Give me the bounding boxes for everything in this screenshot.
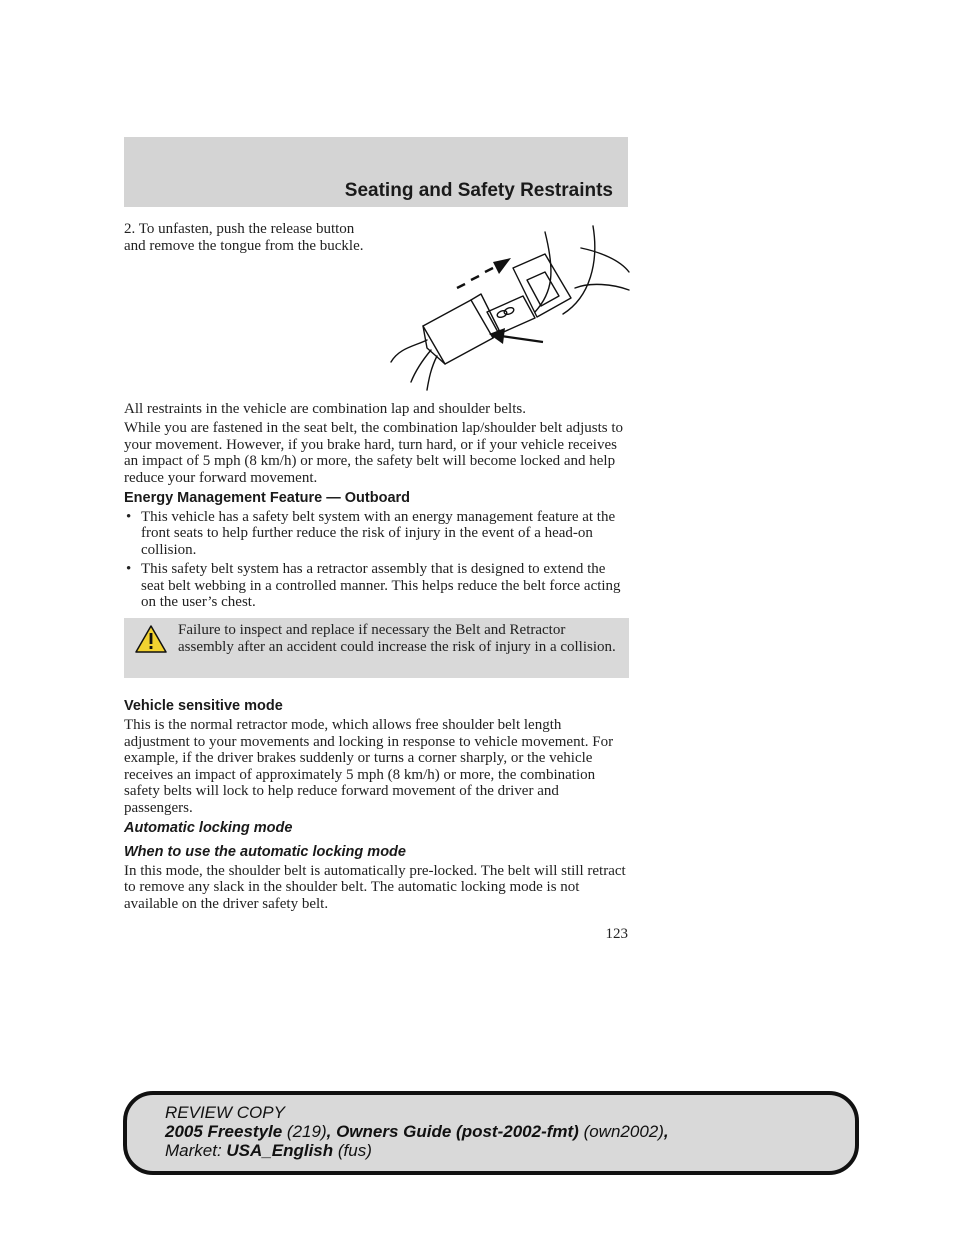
vehicle-sensitive-heading: Vehicle sensitive mode bbox=[124, 698, 283, 715]
bullet-glyph: • bbox=[126, 561, 132, 578]
footer-model: 2005 Freestyle bbox=[165, 1122, 283, 1141]
list-item-text: This vehicle has a safety belt system with an energy management feature at the front seats to help further reduce the risk of injury in the event of a head-on collision. bbox=[141, 509, 616, 558]
footer-guide-code: (own2002) bbox=[578, 1122, 664, 1141]
footer-separator: , bbox=[663, 1122, 669, 1141]
list-item bbox=[124, 509, 629, 558]
vehicle-sensitive-text: This is the normal retractor mode, which allows free shoulder belt length adjustment to your movements and locking in response to vehicle movement. For example, if the driver brakes suddenly or turns a corner sharply, or the vehicle receives an impact of approximately 5 mph (8 km/h) or more, the combination safety belts will lock to help reduce forward movement of the driver and passengers. bbox=[124, 717, 614, 816]
footer-model-code: (219) bbox=[282, 1122, 327, 1141]
automatic-locking-subheading: When to use the automatic locking mode bbox=[124, 843, 406, 860]
restraints-paragraph: All restraints in the vehicle are combination lap and shoulder belts. bbox=[124, 401, 526, 417]
footer-market-label: Market: bbox=[165, 1141, 227, 1160]
section-header-band bbox=[124, 137, 628, 207]
footer-market-line bbox=[165, 1141, 669, 1160]
footer-model-line bbox=[165, 1122, 669, 1141]
automatic-locking-text: In this mode, the shoulder belt is automatically pre-locked. The belt will still retract to remove any slack in the shoulder belt. The automatic locking mode is not available on the driver safety belt. bbox=[124, 862, 626, 912]
footer-market: USA_English bbox=[226, 1141, 334, 1160]
list-item bbox=[124, 561, 629, 610]
list-item-text: This safety belt system has a retractor assembly that is designed to extend the seat belt webbing in a controlled manner. This helps reduce the belt force acting on the user’s chest. bbox=[141, 561, 621, 611]
bullet-glyph: • bbox=[126, 509, 132, 526]
seat-belt-buckle-release-illustration bbox=[385, 222, 630, 392]
locking-paragraph: While you are fastened in the seat belt, the combination lap/shoulder belt adjusts to your movement. However, if you brake hard, turn hard, or if your vehicle receives an impact of 5 mph (8 km/h) or more, the safety belt will become locked and help reduce your forward movement. bbox=[124, 420, 624, 486]
warning-text: Failure to inspect and replace if necessary the Belt and Retractor assembly after an accident could increase the risk of injury in a collision. bbox=[178, 622, 616, 655]
energy-bullets bbox=[124, 509, 629, 610]
footer-separator: , bbox=[326, 1122, 337, 1141]
section-title: Seating and Safety Restraints bbox=[344, 180, 613, 201]
main-content bbox=[124, 401, 629, 915]
review-copy-footer bbox=[123, 1091, 859, 1175]
unfasten-step-text: 2. To unfasten, push the release button and remove the tongue from the buckle. bbox=[124, 221, 364, 254]
warning-triangle-icon bbox=[134, 624, 168, 654]
footer-market-code: (fus) bbox=[333, 1141, 372, 1160]
energy-management-heading: Energy Management Feature — Outboard bbox=[124, 490, 411, 507]
automatic-locking-heading: Automatic locking mode bbox=[124, 819, 293, 836]
page-number: 123 bbox=[605, 926, 628, 942]
review-copy-label: REVIEW COPY bbox=[165, 1103, 285, 1122]
warning-box bbox=[124, 618, 629, 678]
footer-text bbox=[165, 1103, 669, 1160]
footer-guide: Owners Guide (post-2002-fmt) bbox=[336, 1122, 579, 1141]
